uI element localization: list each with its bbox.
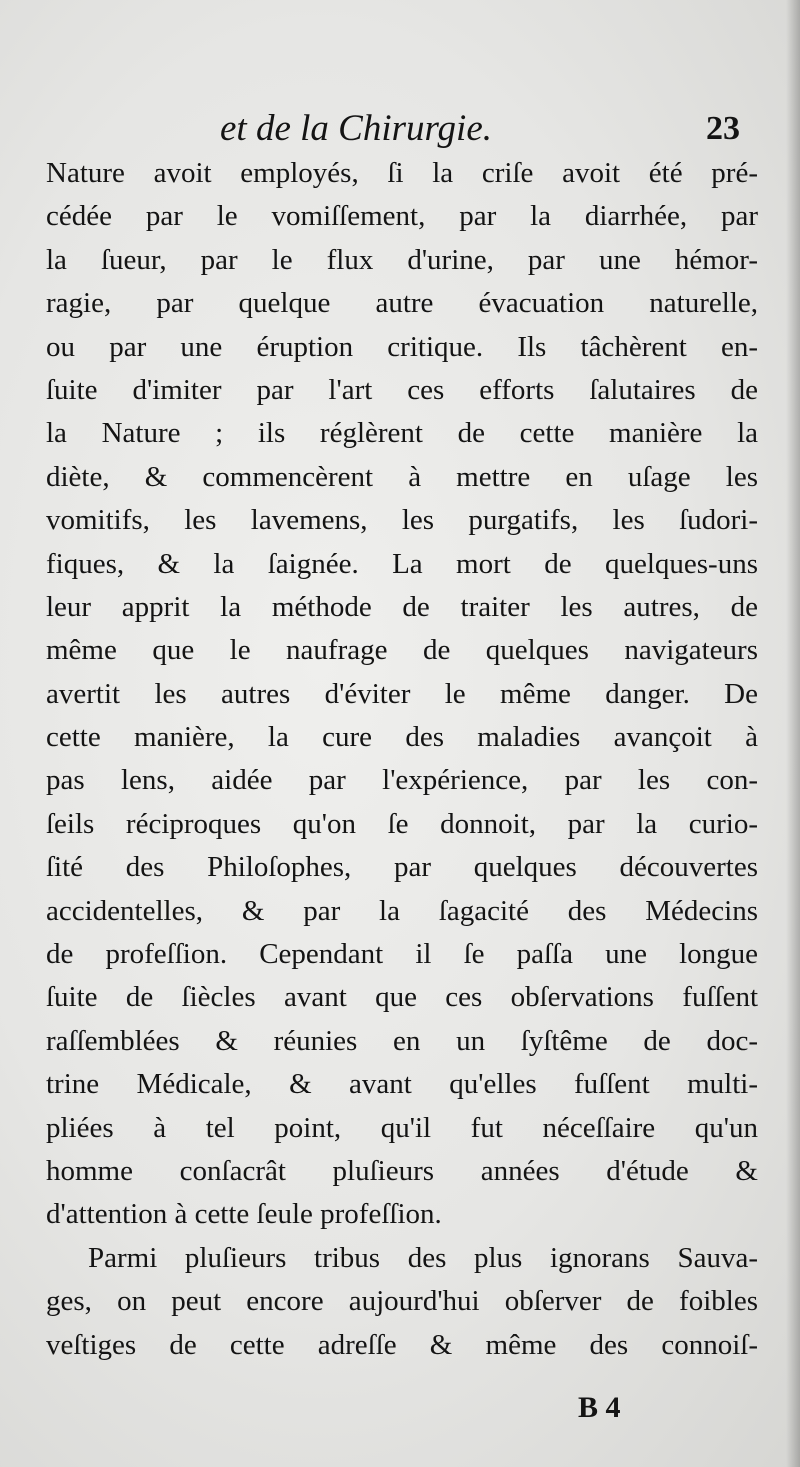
text-line: pliées à tel point, qu'il fut néceſſaire qu'un — [46, 1111, 758, 1144]
text-line: cette manière, la cure des maladies avançoit à — [46, 721, 758, 754]
text-line: ges, on peut encore aujourd'hui obſerver de foibles — [46, 1285, 758, 1318]
page-edge-shadow — [786, 0, 800, 1467]
text-line: ſeils réciproques qu'on ſe donnoit, par la curio- — [46, 807, 758, 840]
body-text — [46, 152, 758, 1367]
text-line: même que le naufrage de quelques navigateurs — [46, 634, 758, 667]
text-line: fiques, & la ſaignée. La mort de quelques-uns — [46, 547, 758, 580]
text-line: diète, & commencèrent à mettre en uſage les — [46, 460, 758, 493]
paragraph-last-line: d'attention à cette ſeule profeſſion. — [46, 1198, 442, 1231]
text-line: leur apprit la méthode de traiter les autres, de — [46, 590, 758, 623]
text-line: trine Médicale, & avant qu'elles fuſſent multi- — [46, 1068, 758, 1101]
text-line: pas lens, aidée par l'expérience, par les con- — [46, 764, 758, 797]
text-line: ſuite d'imiter par l'art ces efforts ſalutaires de — [46, 373, 758, 406]
signature-mark: B 4 — [578, 1391, 621, 1424]
text-line: raſſemblées & réunies en un ſyſtême de doc- — [46, 1024, 758, 1057]
text-line: vomitifs, les lavemens, les purgatifs, les ſudori- — [46, 504, 758, 537]
running-head — [0, 104, 800, 154]
text-line: avertit les autres d'éviter le même danger. De — [46, 677, 758, 710]
text-line: Nature avoit employés, ſi la criſe avoit été pré- — [46, 157, 758, 189]
text-line: ou par une éruption critique. Ils tâchèrent en- — [46, 330, 758, 363]
text-line: la Nature ; ils réglèrent de cette manière la — [46, 417, 758, 450]
paragraph-first-line: Parmi pluſieurs tribus des plus ignorans Sauva- — [88, 1241, 758, 1274]
page-number: 23 — [706, 110, 740, 147]
text-line: cédée par le vomiſſement, par la diarrhée, par — [46, 200, 758, 233]
text-line: homme conſacrât pluſieurs années d'étude & — [46, 1154, 758, 1187]
text-line: veſtiges de cette adreſſe & même des connoiſ- — [46, 1328, 758, 1361]
text-line: ſité des Philoſophes, par quelques découvertes — [46, 851, 758, 884]
text-line: ragie, par quelque autre évacuation naturelle, — [46, 287, 758, 320]
text-line: accidentelles, & par la ſagacité des Médecins — [46, 894, 758, 927]
text-line: la ſueur, par le flux d'urine, par une hémor- — [46, 243, 758, 276]
text-line: de profeſſion. Cependant il ſe paſſa une longue — [46, 938, 758, 971]
text-line: ſuite de ſiècles avant que ces obſervations fuſſent — [46, 981, 758, 1014]
running-title: et de la Chirurgie. — [220, 108, 492, 149]
